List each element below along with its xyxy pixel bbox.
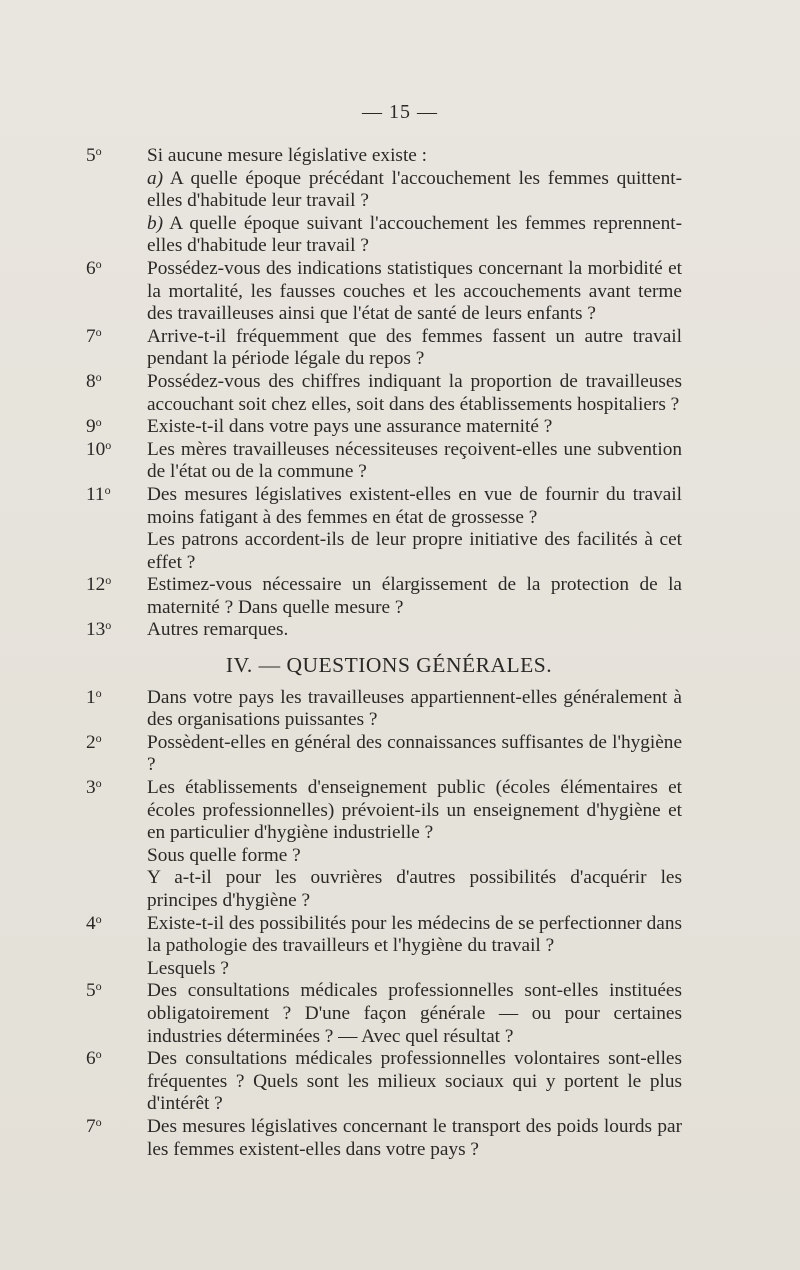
question-item [86, 416, 682, 439]
page-number: — 15 — [362, 101, 438, 123]
question-number: 13$^o$ [86, 618, 112, 641]
question-number: 7$^o$ [86, 324, 102, 347]
question-text: Possèdent-elles en général des connaissances suffisantes de l'hygiène ? [147, 731, 682, 776]
question-text: Arrive-t-il fréquemment que des femmes fassent un autre travail pendant la période légale du repos ? [147, 325, 682, 370]
question-item [86, 687, 682, 732]
question-followup-text: Lesquels ? [147, 957, 229, 979]
question-text: Possédez-vous des indications statistiques concernant la morbidité et la mortalité, les fausses couches et les accouchements avant terme des travailleuses ainsi que l'état de santé de leurs enfants ? [147, 257, 682, 325]
question-text: Autres remarques. [147, 619, 289, 641]
sub-question-letter: b) [147, 212, 164, 234]
question-text: Des mesures législatives existent-elles en vue de fournir du travail moins fatigant à des femmes en état de grossesse ? [147, 483, 682, 528]
question-item [86, 439, 682, 484]
question-number: 1$^o$ [86, 685, 102, 708]
question-number: 2$^o$ [86, 730, 102, 753]
question-number: 7$^o$ [86, 1114, 102, 1137]
question-text: Des consultations médicales professionnelles volontaires sont-elles fréquentes ? Quels sont les milieux sociaux qui y portent le plus d'intérêt ? [147, 1048, 682, 1115]
question-item [86, 1116, 682, 1161]
question-number: 12$^o$ [86, 573, 112, 596]
question-item [86, 619, 682, 642]
question-number: 6$^o$ [86, 256, 102, 279]
sub-question-text: A quelle époque précédant l'accouchement les femmes quittent-elles d'habitude leur travail ? [147, 167, 682, 212]
page-body [86, 145, 682, 1161]
question-followup-text: Les patrons accordent-ils de leur propre initiative des facilités à cet effet ? [147, 529, 682, 573]
question-item [86, 1048, 682, 1116]
question-number: 9$^o$ [86, 415, 102, 438]
question-item [86, 732, 682, 777]
question-text: Existe-t-il des possibilités pour les médecins de se perfectionner dans la pathologie des travailleurs et l'hygiène du travail ? [147, 912, 682, 957]
question-number: 8$^o$ [86, 369, 102, 392]
question-text: Dans votre pays les travailleuses appartiennent-elles généralement à des organisations puissantes ? [147, 686, 682, 731]
question-item [86, 777, 682, 913]
sub-question-letter: a) [147, 167, 164, 189]
question-number: 3$^o$ [86, 776, 102, 799]
question-number: 11$^o$ [86, 482, 111, 505]
question-number: 5$^o$ [86, 144, 102, 166]
question-text: Des mesures législatives concernant le transport des poids lourds par les femmes existent-elles dans votre pays ? [147, 1115, 682, 1160]
question-item [86, 980, 682, 1048]
question-item [86, 326, 682, 371]
question-followup-text: Y a-t-il pour les ouvrières d'autres possibilités d'acquérir les principes d'hygiène ? [147, 867, 682, 911]
question-text: Les établissements d'enseignement public (écoles élémentaires et écoles professionnelles) prévoient-ils un enseignement d'hygiène et en particulier d'hygiène industrielle ? [147, 777, 682, 844]
section-title: IV. — QUESTIONS GÉNÉRALES. [225, 653, 553, 678]
question-text: Possédez-vous des chiffres indiquant la proportion de travailleuses accouchant soit chez elles, soit dans des établissements hospitaliers ? [147, 370, 682, 415]
question-item [86, 913, 682, 981]
question-number: 10$^o$ [86, 437, 112, 460]
question-followup-text: Sous quelle forme ? [147, 844, 301, 866]
questionnaire-part-maternity [86, 145, 682, 642]
question-item [86, 371, 682, 416]
question-item [86, 145, 682, 168]
question-text: Si aucune mesure législative existe : [147, 145, 428, 166]
sub-question-text: A quelle époque suivant l'accouchement les femmes reprennent-elles d'habitude leur travail ? [147, 212, 682, 257]
question-item [86, 484, 682, 574]
question-item [86, 258, 682, 326]
question-text: Des consultations médicales professionnelles sont-elles instituées obligatoirement ? D'une façon générale — ou pour certaines industries déterminées ? — Avec quel résultat ? [147, 980, 682, 1047]
question-number: 6$^o$ [86, 1047, 102, 1070]
question-number: 5$^o$ [86, 979, 102, 1002]
questionnaire-part-general [86, 687, 682, 1161]
question-number: 4$^o$ [86, 911, 102, 934]
question-text: Existe-t-il dans votre pays une assurance maternité ? [147, 416, 553, 438]
question-item [86, 574, 682, 619]
question-text: Les mères travailleuses nécessiteuses reçoivent-elles une subvention de l'état ou de la commune ? [147, 438, 682, 483]
question-text: Estimez-vous nécessaire un élargissement de la protection de la maternité ? Dans quelle mesure ? [147, 574, 682, 618]
sub-question [86, 168, 682, 213]
sub-question [86, 213, 682, 258]
